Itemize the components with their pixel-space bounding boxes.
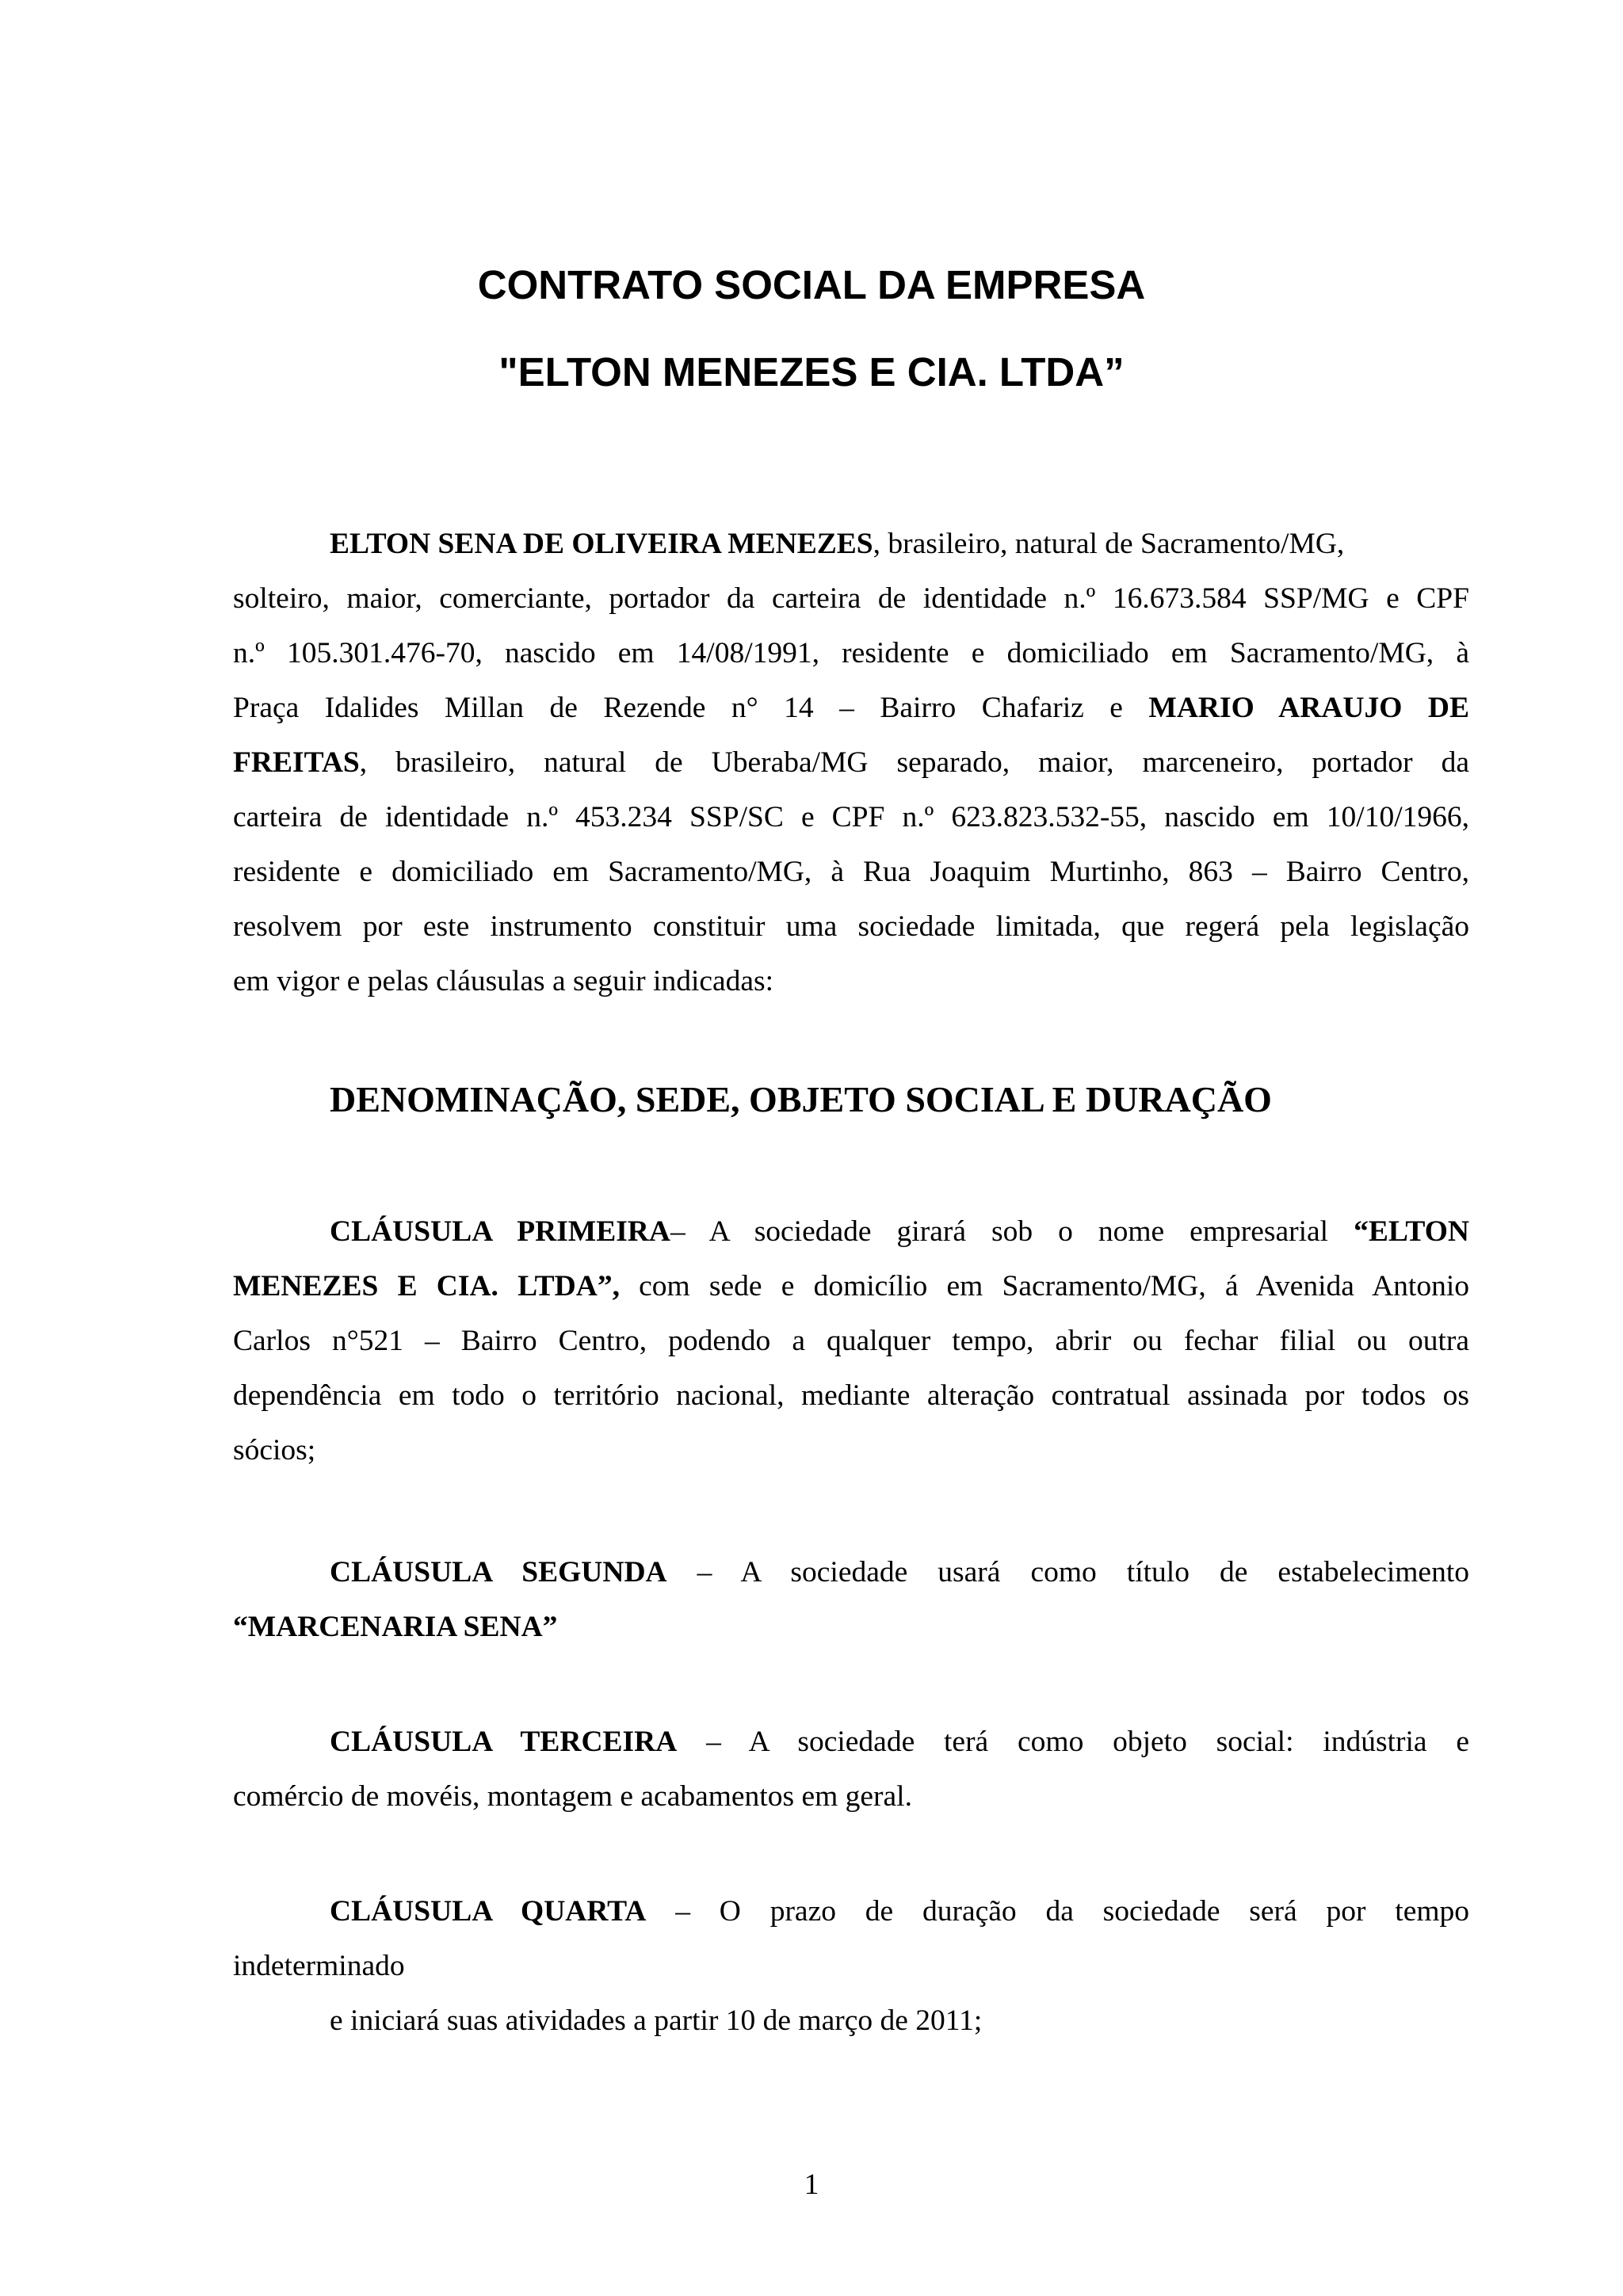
page-number: 1: [804, 2168, 819, 2201]
preamble-line-4: Praça Idalides Millan de Rezende n° 14 – Bairro Chafariz e MARIO ARAUJO DE: [233, 692, 1469, 724]
preamble-line-8: resolvem por este instrumento constituir uma sociedade limitada, que regerá pela legislação: [233, 910, 1469, 943]
clause-1-line-3: Carlos n°521 – Bairro Centro, podendo a qualquer tempo, abrir ou fechar filial ou outra: [233, 1325, 1469, 1357]
document-title-line-2: "ELTON MENEZES E CIA. LTDA”: [498, 349, 1125, 395]
clause-4-line-3: e iniciará suas atividades a partir 10 de março de 2011;: [330, 2004, 983, 2037]
preamble-line-5: FREITAS, brasileiro, natural de Uberaba/MG separado, maior, marceneiro, portador da: [233, 746, 1469, 779]
clause-1-line-5: sócios;: [233, 1434, 316, 1466]
clause-4-line-1: CLÁUSULA QUARTA – O prazo de duração da sociedade será por tempo: [330, 1895, 1470, 1928]
clause-2-line-1: CLÁUSULA SEGUNDA – A sociedade usará como título de estabelecimento: [330, 1556, 1469, 1589]
clause-3-line-2: comércio de movéis, montagem e acabamentos em geral.: [233, 1780, 912, 1813]
preamble-line-9: em vigor e pelas cláusulas a seguir indicadas:: [233, 965, 774, 997]
document-title-line-1: CONTRATO SOCIAL DA EMPRESA: [477, 262, 1146, 307]
preamble-line-6: carteira de identidade n.º 453.234 SSP/SC e CPF n.º 623.823.532-55, nascido em 10/10/1966,: [233, 801, 1469, 833]
clause-4-line-2: indeterminado: [233, 1950, 405, 1982]
clause-1-line-4: dependência em todo o território nacional, mediante alteração contratual assinada por todos os: [233, 1379, 1469, 1412]
clause-2-line-2: “MARCENARIA SENA”: [233, 1611, 558, 1643]
preamble-line-2: solteiro, maior, comerciante, portador da carteira de identidade n.º 16.673.584 SSP/MG e CPF: [233, 582, 1469, 615]
preamble-line-3: n.º 105.301.476-70, nascido em 14/08/1991, residente e domiciliado em Sacramento/MG, à: [233, 637, 1469, 669]
party-1-name: ELTON SENA DE OLIVEIRA MENEZES: [330, 528, 873, 560]
party-2-name-part-1: MARIO ARAUJO DE: [1148, 692, 1469, 724]
preamble-line-7: residente e domiciliado em Sacramento/MG, à Rua Joaquim Murtinho, 863 – Bairro Centro,: [233, 856, 1469, 888]
section-heading: DENOMINAÇÃO, SEDE, OBJETO SOCIAL E DURAÇÃO: [330, 1079, 1272, 1119]
clause-1-line-1: CLÁUSULA PRIMEIRA– A sociedade girará sob o nome empresarial “ELTON: [330, 1215, 1469, 1248]
clause-1-line-2: MENEZES E CIA. LTDA”, com sede e domicílio em Sacramento/MG, á Avenida Antonio: [233, 1270, 1469, 1302]
party-2-name-part-2: FREITAS: [233, 746, 360, 779]
clause-terceira: [233, 1714, 1469, 1824]
preamble-paragraph: [233, 517, 1469, 1009]
clause-quarta: [233, 1884, 1469, 2048]
clause-primeira: [233, 1204, 1469, 1478]
clause-3-line-1: CLÁUSULA TERCEIRA – A sociedade terá como objeto social: indústria e: [330, 1726, 1469, 1758]
clause-segunda: [233, 1545, 1469, 1654]
preamble-line-1: ELTON SENA DE OLIVEIRA MENEZES, brasileiro, natural de Sacramento/MG,: [330, 528, 1345, 560]
